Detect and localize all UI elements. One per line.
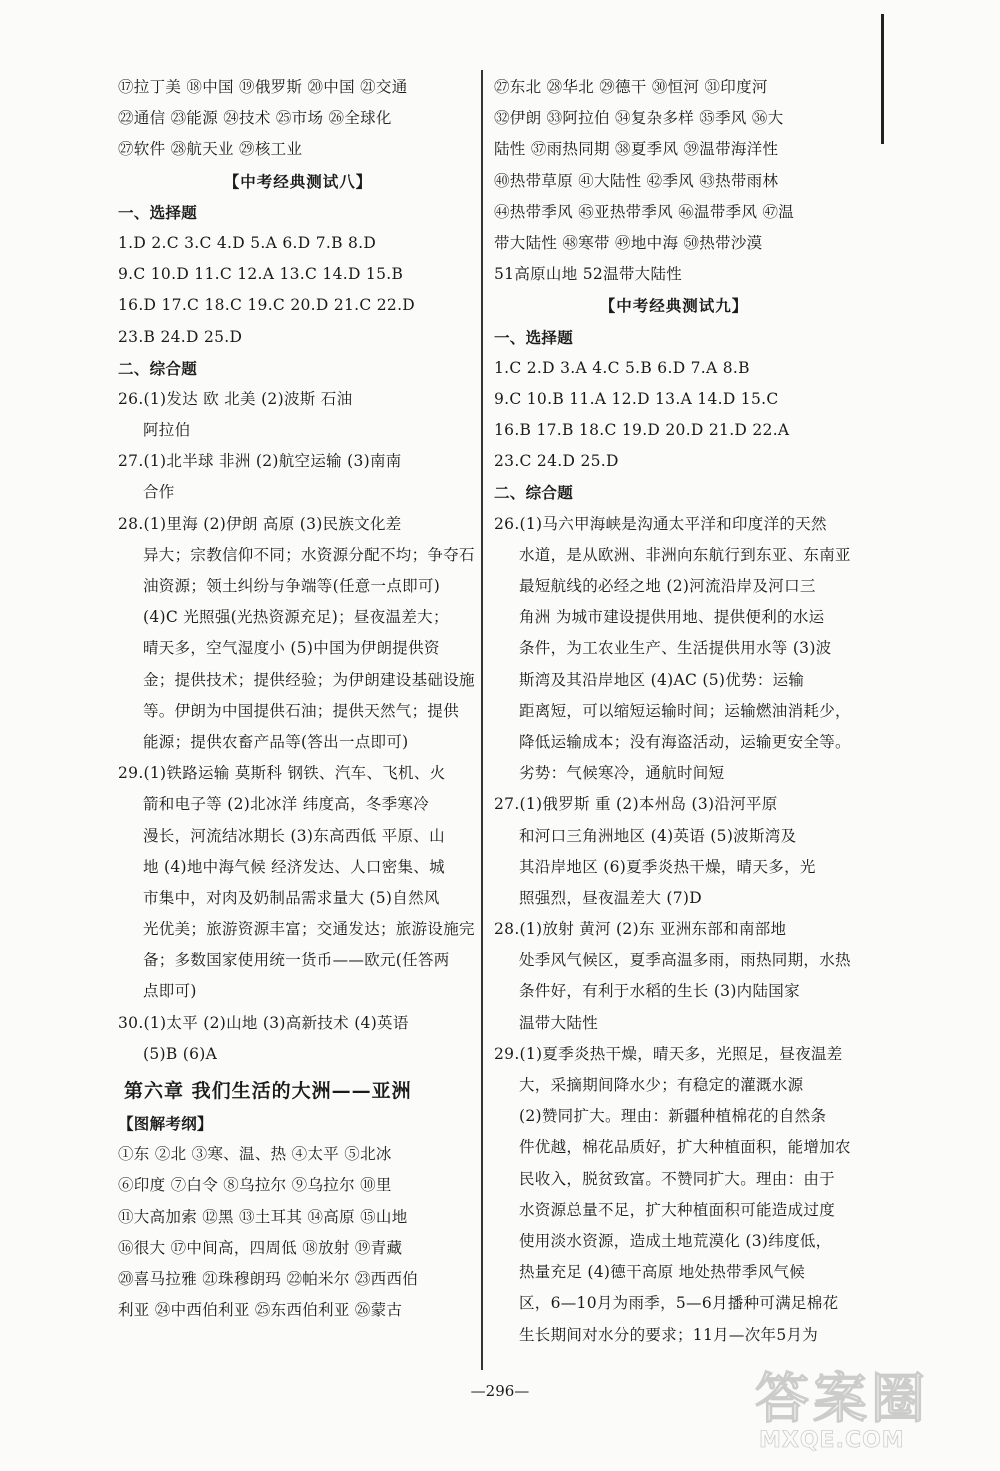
text-line: 30.(1)太平 (2)山地 (3)高新技术 (4)英语 bbox=[118, 1013, 409, 1032]
text-line: 条件好，有利于水稻的生长 (3)内陆国家 bbox=[519, 982, 800, 1001]
text-line: 异大；宗教信仰不同；水资源分配不均；争夺石 bbox=[143, 545, 475, 564]
text-line: 区，6—10月为雨季，5—6月播种可满足棉花 bbox=[519, 1294, 839, 1313]
text-line: 斯湾及其沿岸地区 (4)AC (5)优势：运输 bbox=[519, 670, 805, 689]
section-heading: 【图解考纲】 bbox=[118, 1114, 213, 1133]
text-line: ⑥印度 ⑦白令 ⑧乌拉尔 ⑨乌拉尔 ⑩里 bbox=[118, 1176, 392, 1195]
text-line: 23.C 24.D 25.D bbox=[494, 452, 619, 471]
text-line: ㉗软件 ㉘航天业 ㉙核工业 bbox=[118, 140, 303, 159]
text-line: 点即可) bbox=[143, 982, 197, 1001]
text-line: 民收入，脱贫致富。不赞同扩大。理由：由于 bbox=[519, 1169, 836, 1188]
text-line: 27.(1)北半球 非洲 (2)航空运输 (3)南南 bbox=[118, 452, 402, 471]
watermark-logo bbox=[747, 1352, 962, 1457]
text-line: 23.B 24.D 25.D bbox=[118, 327, 243, 346]
text-line: 油资源；领土纠纷与争端等(任意一点即可) bbox=[143, 577, 441, 595]
text-line: 箭和电子等 (2)北冰洋 纬度高，冬季寒冷 bbox=[143, 795, 430, 814]
text-line: 26.(1)发达 欧 北美 (2)波斯 石油 bbox=[118, 389, 353, 408]
text-line: ㉗东北 ㉘华北 ㉙德干 ㉚恒河 ㉛印度河 bbox=[494, 78, 768, 96]
text-line: 处季风气候区，夏季高温多雨，雨热同期，水热 bbox=[519, 951, 851, 970]
text-line: 劣势：气候寒冷，通航时间短 bbox=[519, 764, 725, 783]
text-line: 28.(1)放射 黄河 (2)东 亚洲东部和南部地 bbox=[494, 920, 787, 939]
text-line: 距离短，可以缩短运输时间；运输燃油消耗少， bbox=[519, 701, 851, 720]
text-line: 其沿岸地区 (6)夏季炎热干燥，晴天多，光 bbox=[519, 857, 816, 876]
text-line: 热量充足 (4)德干高原 地处热带季风气候 bbox=[519, 1263, 806, 1282]
section-heading: 二、综合题 bbox=[494, 483, 574, 503]
text-line: 51高原山地 52温带大陆性 bbox=[494, 265, 683, 284]
text-line: ㉜伊朗 ㉝阿拉伯 ㉞复杂多样 ㉟季风 ㊱大 bbox=[494, 109, 784, 128]
text-line: 照强烈，昼夜温差大 (7)D bbox=[519, 888, 703, 907]
text-line: 27.(1)俄罗斯 重 (2)本州岛 (3)沿河平原 bbox=[494, 795, 778, 814]
watermark-main-text: 答案圈 bbox=[755, 1367, 929, 1430]
scan-edge-line bbox=[881, 14, 884, 144]
text-line: ⑳喜马拉雅 ㉑珠穆朗玛 ㉒帕米尔 ㉓西西伯 bbox=[118, 1269, 419, 1288]
text-line: 26.(1)马六甲海峡是沟通太平洋和印度洋的天然 bbox=[494, 514, 827, 533]
text-line: 陆性 ㊲雨热同期 ㊳夏季风 ㊴温带海洋性 bbox=[494, 140, 779, 159]
text-line: 金；提供技术；提供经验；为伊朗建设基础设施 bbox=[143, 670, 475, 689]
text-line: 和河口三角洲地区 (4)英语 (5)波斯湾及 bbox=[519, 826, 797, 845]
text-line: 28.(1)里海 (2)伊朗 高原 (3)民族文化差 bbox=[118, 514, 402, 533]
text-line: 条件，为工农业生产、生活提供用水等 (3)波 bbox=[519, 639, 832, 658]
text-line: 降低运输成本；没有海盗活动，运输更安全等。 bbox=[519, 732, 851, 751]
text-line: 16.B 17.B 18.C 19.D 20.D 21.D 22.A bbox=[494, 421, 790, 440]
column-divider bbox=[481, 70, 483, 1370]
text-line: 水资源总量不足，扩大种植面积可能造成过度 bbox=[519, 1200, 836, 1219]
text-line: ⑯很大 ⑰中间高，四周低 ⑱放射 ⑲青藏 bbox=[118, 1238, 403, 1257]
text-line: 温带大陆性 bbox=[519, 1013, 599, 1032]
text-line: ㊵热带草原 ㊶大陆性 ㊷季风 ㊸热带雨林 bbox=[494, 171, 779, 190]
text-line: 29.(1)夏季炎热干燥，晴天多，光照足，昼夜温差 bbox=[494, 1044, 843, 1063]
text-line: 件优越，棉花品质好，扩大种植面积，能增加农 bbox=[519, 1138, 851, 1157]
text-line: 备；多数国家使用统一货币——欧元(任答两 bbox=[143, 951, 450, 970]
text-line: (2)赞同扩大。理由：新疆种植棉花的自然条 bbox=[519, 1107, 827, 1126]
text-line: 利亚 ㉔中西伯利亚 ㉕东西伯利亚 ㉖蒙古 bbox=[118, 1301, 403, 1320]
text-line: ㉒通信 ㉓能源 ㉔技术 ㉕市场 ㉖全球化 bbox=[118, 109, 392, 128]
chapter-title: 第六章 我们生活的大洲——亚洲 bbox=[124, 1080, 412, 1102]
section-heading: 一、选择题 bbox=[494, 327, 574, 347]
text-line: (4)C 光照强(光热资源充足)；昼夜温差大； bbox=[143, 608, 449, 627]
text-line: 9.C 10.B 11.A 12.D 13.A 14.D 15.C bbox=[494, 389, 779, 408]
text-line: 阿拉伯 bbox=[143, 421, 191, 440]
text-line: ①东 ②北 ③寒、温、热 ④太平 ⑤北冰 bbox=[118, 1145, 392, 1164]
text-line: 生长期间对水分的要求；11月—次年5月为 bbox=[519, 1325, 819, 1344]
text-line: 16.D 17.C 18.C 19.C 20.D 21.C 22.D bbox=[118, 296, 416, 315]
text-line: ⑪大高加索 ⑫黑 ⑬土耳其 ⑭高原 ⑮山地 bbox=[118, 1207, 408, 1226]
text-line: 水道，是从欧洲、非洲向东航行到东亚、东南亚 bbox=[519, 545, 851, 564]
text-line: 角洲 为城市建设提供用地、提供便利的水运 bbox=[519, 608, 825, 627]
text-line: 能源；提供农畜产品等(答出一点即可) bbox=[143, 732, 409, 751]
text-line: 光优美；旅游资源丰富；交通发达；旅游设施完 bbox=[143, 920, 475, 939]
text-line: 漫长，河流结冰期长 (3)东高西低 平原、山 bbox=[143, 826, 445, 845]
text-line: 带大陆性 ㊽寒带 ㊾地中海 ㊿热带沙漠 bbox=[494, 233, 763, 252]
text-line: (5)B (6)A bbox=[143, 1044, 218, 1063]
text-line: 9.C 10.D 11.C 12.A 13.C 14.D 15.B bbox=[118, 265, 404, 284]
right-column bbox=[494, 72, 854, 1351]
section-title: 【中考经典测试九】 bbox=[599, 296, 749, 316]
text-line: 晴天多，空气湿度小 (5)中国为伊朗提供资 bbox=[143, 639, 440, 658]
text-line: 1.C 2.D 3.A 4.C 5.B 6.D 7.A 8.B bbox=[494, 358, 750, 377]
section-heading: 二、综合题 bbox=[118, 358, 198, 378]
watermark-url-text: MXQE.COM bbox=[759, 1428, 905, 1453]
text-line: 使用淡水资源，造成土地荒漠化 (3)纬度低， bbox=[519, 1231, 832, 1250]
text-line: 29.(1)铁路运输 莫斯科 钢铁、汽车、飞机、火 bbox=[118, 764, 446, 783]
text-line: ⑰拉丁美 ⑱中国 ⑲俄罗斯 ⑳中国 ㉑交通 bbox=[118, 78, 408, 96]
text-line: 合作 bbox=[143, 483, 175, 502]
text-line: 1.D 2.C 3.C 4.D 5.A 6.D 7.B 8.D bbox=[118, 233, 377, 252]
text-line: 地 (4)地中海气候 经济发达、人口密集、城 bbox=[143, 857, 445, 876]
text-line: 等。伊朗为中国提供石油；提供天然气；提供 bbox=[143, 701, 460, 720]
left-column bbox=[118, 72, 478, 1326]
section-heading: 一、选择题 bbox=[118, 202, 198, 222]
page-number: —296— bbox=[470, 1382, 530, 1400]
text-line: 大，采摘期间降水少；有稳定的灌溉水源 bbox=[519, 1076, 804, 1094]
section-title: 【中考经典测试八】 bbox=[223, 171, 373, 191]
text-line: 市集中，对肉及奶制品需求量大 (5)自然风 bbox=[143, 888, 440, 907]
text-line: ㊹热带季风 ㊺亚热带季风 ㊻温带季风 ㊼温 bbox=[494, 202, 795, 221]
text-line: 最短航线的必经之地 (2)河流沿岸及河口三 bbox=[519, 577, 816, 595]
